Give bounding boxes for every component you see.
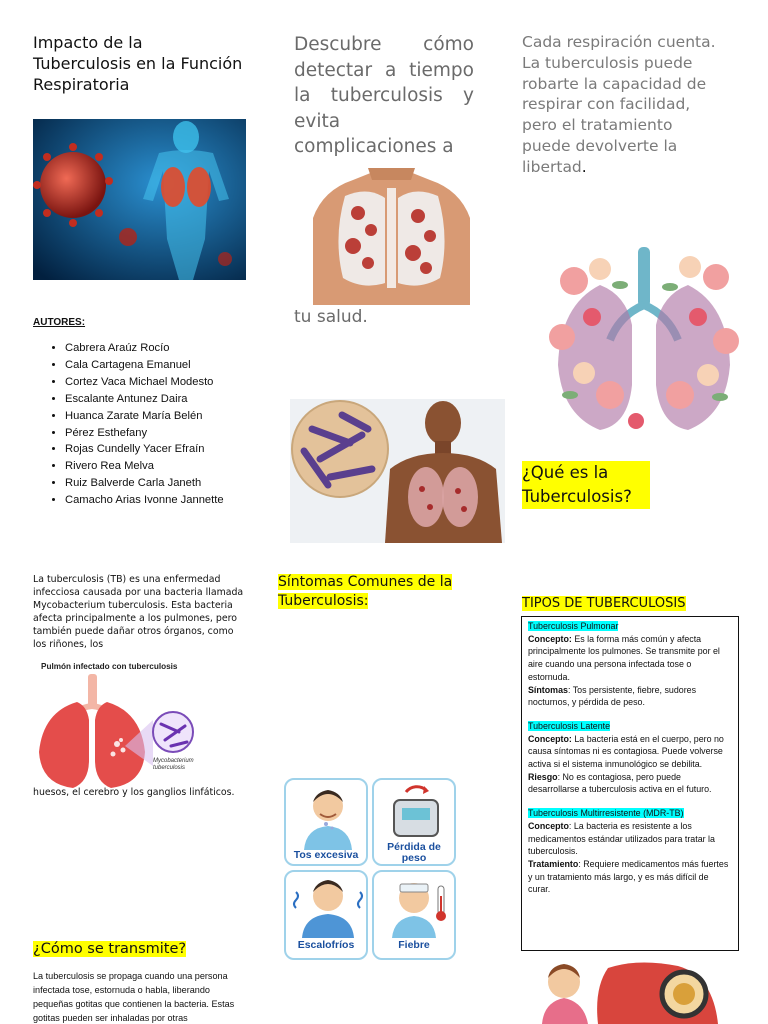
infected-lung-caption: Pulmón infectado con tuberculosis: [41, 662, 178, 671]
types-box: [521, 616, 739, 951]
symptoms-heading-text: Síntomas Comunes de la Tuberculosis:: [278, 574, 453, 609]
field-text: : Requiere medicamentos más fuertes y un tratamiento más largo, y es más difícil de curar.: [528, 858, 729, 895]
floral-lungs-image: [540, 245, 748, 445]
type-risk: [528, 771, 732, 796]
author-item: • Pérez Esthefany: [65, 425, 224, 442]
author-item: • Cala Cartagena Emanuel: [65, 357, 224, 374]
authors-list: [47, 340, 224, 509]
bacteria-lungs-man-image: [290, 399, 505, 543]
symptoms-heading: [278, 573, 468, 611]
brochure-title: Impacto de la Tuberculosis en la Función Respiratoria: [33, 33, 243, 94]
question-text: ¿Qué es la Tuberculosis?: [522, 461, 650, 509]
field-text: : La bacteria es resistente a los medicamentos estándar utilizados para tratar la tuberculosis.: [528, 820, 715, 857]
author-item: • Huanca Zarate María Belén: [65, 408, 224, 425]
field-text: La bacteria está en el cuerpo, pero no causa síntomas ni es contagiosa. Puede volverse activa si el sistema inmunológico se debilita.: [528, 733, 724, 770]
types-heading: [522, 596, 686, 611]
type-symptoms: [528, 684, 732, 709]
quote-period: .: [581, 157, 587, 176]
type-name: [528, 807, 732, 820]
authors-heading: AUTORES:: [33, 317, 86, 328]
symptom-card-chills: [284, 870, 368, 960]
mycobacterium-line: tuberculosis: [153, 765, 186, 771]
symptom-label: Tos excesiva: [293, 849, 359, 861]
field-label: Concepto:: [528, 733, 572, 744]
transmission-text: La tuberculosis se propaga cuando una persona infectada tose, estornuda o habla, liberando pequeñas gotitas que contienen la bacteria. Estas gotitas pueden ser inhaladas por otras: [33, 971, 235, 1023]
quote-text: [522, 32, 722, 178]
author-item: • Ruiz Balverde Carla Janeth: [65, 475, 224, 492]
field-text: : Tos persistente, fiebre, sudores nocturnos, y pérdida de peso.: [528, 684, 697, 708]
field-label: Riesgo: [528, 771, 558, 782]
fever-icon: [374, 872, 456, 938]
type-name: [528, 720, 732, 733]
chills-icon: [286, 872, 368, 938]
transmission-heading-text: ¿Cómo se transmite?: [33, 941, 187, 957]
type-name-text: Tuberculosis Multirresistente (MDR-TB): [528, 808, 684, 819]
symptom-card-weight-loss: [372, 778, 456, 866]
question-heading: [522, 461, 650, 509]
author-item: • Escalante Antunez Daira: [65, 391, 224, 408]
headline: Descubre cómo detectar a tiempo la tuberculosis y evita complicaciones a: [294, 34, 474, 157]
infected-lung-diagram: [33, 660, 246, 788]
field-label: Síntomas: [528, 684, 568, 695]
symptom-label: Pérdida de peso: [387, 841, 441, 864]
type-section-latent: [528, 720, 732, 796]
symptom-label: Escalofríos: [297, 939, 355, 951]
symptom-card-fever: [372, 870, 456, 960]
author-item: • Cabrera Araúz Rocío: [65, 340, 224, 357]
field-label: Concepto:: [528, 633, 572, 644]
definition-text-b: huesos, el cerebro y los ganglios linfáticos.: [33, 787, 235, 798]
field-text: : No es contagiosa, pero puede desarrollarse a tuberculosis activa en el futuro.: [528, 771, 712, 795]
symptom-card-cough: [284, 778, 368, 866]
author-item: • Cortez Vaca Michael Modesto: [65, 374, 224, 391]
author-item: • Rojas Cundelly Yacer Efraín: [65, 441, 224, 458]
author-item: • Rivero Rea Melva: [65, 458, 224, 475]
symptom-label: Fiebre: [398, 939, 430, 951]
types-heading-text: TIPOS DE TUBERCULOSIS: [522, 596, 686, 611]
field-text: Es la forma más común y afecta principalmente los pulmones. Se transmite por el aire cuando una persona infectada tose o estornuda.: [528, 633, 720, 682]
type-concept: [528, 733, 732, 771]
type-name-text: Tuberculosis Pulmonar: [528, 621, 619, 631]
cough-icon: [286, 780, 368, 850]
type-name: [528, 620, 732, 633]
girl-magnifier-lungs-image: [528, 958, 728, 1024]
type-concept: [528, 633, 732, 684]
quote-body: Cada respiración cuenta. La tuberculosis puede robarte la capacidad de respirar con facilidad, pero el tratamiento puede devolverte la libertad: [522, 33, 716, 176]
type-name-text: Tuberculosis Latente: [528, 720, 611, 731]
symptoms-grid: [284, 778, 456, 960]
type-section-mdr: [528, 807, 732, 896]
author-item: • Camacho Arias Ivonne Jannette: [65, 492, 224, 509]
type-treatment: [528, 858, 732, 896]
transmission-heading: [33, 941, 186, 957]
human-lungs-virus-image: [33, 119, 246, 280]
type-section-pulmonary: [528, 620, 732, 709]
headline-end: tu salud.: [294, 307, 368, 327]
type-concept: [528, 820, 732, 858]
chest-xray-image: [313, 168, 470, 305]
definition-text-a: La tuberculosis (TB) es una enfermedad infecciosa causada por una bacteria llamada Mycobacterium tuberculosis. Esta bacteria afecta principalmente a los pulmones, pero también puede dañar otros órganos, como los riñones, los: [33, 574, 244, 650]
field-label: Concepto: [528, 820, 569, 831]
scale-icon: [374, 780, 456, 840]
field-label: Tratamiento: [528, 858, 579, 869]
mycobacterium-line: Mycobacterium: [153, 758, 194, 764]
